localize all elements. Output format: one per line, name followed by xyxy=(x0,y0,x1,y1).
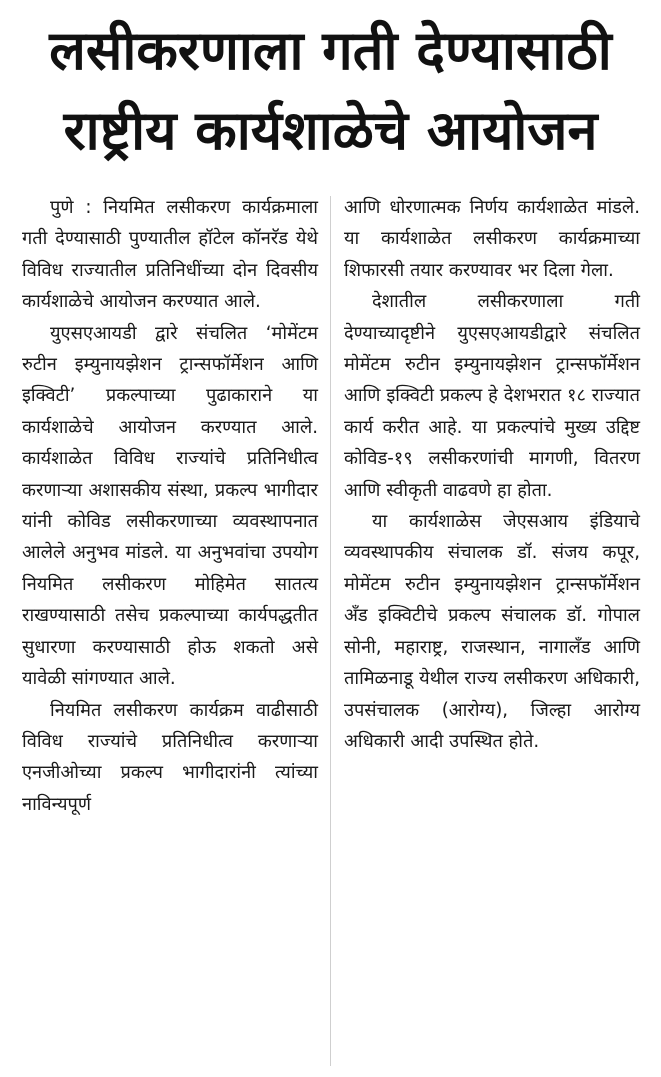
article-column-left xyxy=(22,192,318,820)
paragraph: देशातील लसीकरणाला गती देण्याच्यादृष्टीने युएसएआयडीद्वारे संचलित मोमेंटम रुटीन इम्युनायझेशन ट्रान्सफॉर्मेशन आणि इक्विटी प्रकल्प हे देशभरात १८ राज्यात कार्य करीत आहे. या प्रकल्पांचे मुख्य उद्दिष्ट कोविड-१९ लसीकरणांची मागणी, वितरण आणि स्वीकृती वाढवणे हा होता. xyxy=(344,291,640,501)
paragraph: पुणे : नियमित लसीकरण कार्यक्रमाला गती देण्यासाठी पुण्यातील हॉटेल कॉनरॅड येथे विविध राज्यातील प्रतिनिधींच्या दोन दिवसीय कार्यशाळेचे आयोजन करण्यात आले. xyxy=(22,197,318,313)
headline-line-2: राष्ट्रीय कार्यशाळेचे आयोजन xyxy=(63,99,598,162)
column-divider xyxy=(330,196,331,1066)
paragraph: नियमित लसीकरण कार्यक्रम वाढीसाठी विविध राज्यांचे प्रतिनिधीत्व करणाऱ्या एनजीओच्या प्रकल्प भागीदारांनी त्यांच्या नाविन्यपूर्ण xyxy=(22,699,318,815)
paragraph: युएसएआयडी द्वारे संचलित ‘मोमेंटम रुटीन इम्युनायझेशन ट्रान्सफॉर्मेशन आणि इक्विटी’ प्रकल्पाच्या पुढाकाराने या कार्यशाळेचे आयोजन करण्यात आले. कार्यशाळेत विविध राज्यांचे प्रतिनिधीत्व करणाऱ्या अशासकीय संस्था, प्रकल्प भागीदार यांनी कोविड लसीकरणाच्या व्यवस्थापनात आलेले अनुभव मांडले. या अनुभवांचा उपयोग नियमित लसीकरण मोहिमेत सातत्य राखण्यासाठी तसेच प्रकल्पाच्या कार्यपद्धतीत सुधारणा करण्यासाठी होऊ शकतो असे यावेळी सांगण्यात आले. xyxy=(22,322,318,690)
paragraph: आणि धोरणात्मक निर्णय कार्यशाळेत मांडले. या कार्यशाळेत लसीकरण कार्यक्रमाच्या शिफारसी तयार करण्यावर भर दिला गेला. xyxy=(344,197,640,281)
article-column-right xyxy=(344,192,640,757)
paragraph: या कार्यशाळेस जेएसआय इंडियाचे व्यवस्थापकीय संचालक डॉ. संजय कपूर, मोमेंटम रुटीन इम्युनायझेशन ट्रान्सफॉर्मेशन अँड इक्विटीचे प्रकल्प संचालक डॉ. गोपाल सोनी, महाराष्ट्र, राजस्थान, नागालँड आणि तामिळनाडू येथील राज्य लसीकरण अधिकारी, उपसंचालक (आरोग्य), जिल्हा आरोग्य अधिकारी आदी उपस्थित होते. xyxy=(344,511,640,752)
headline-line-1: लसीकरणाला गती देण्यासाठी xyxy=(49,19,612,82)
